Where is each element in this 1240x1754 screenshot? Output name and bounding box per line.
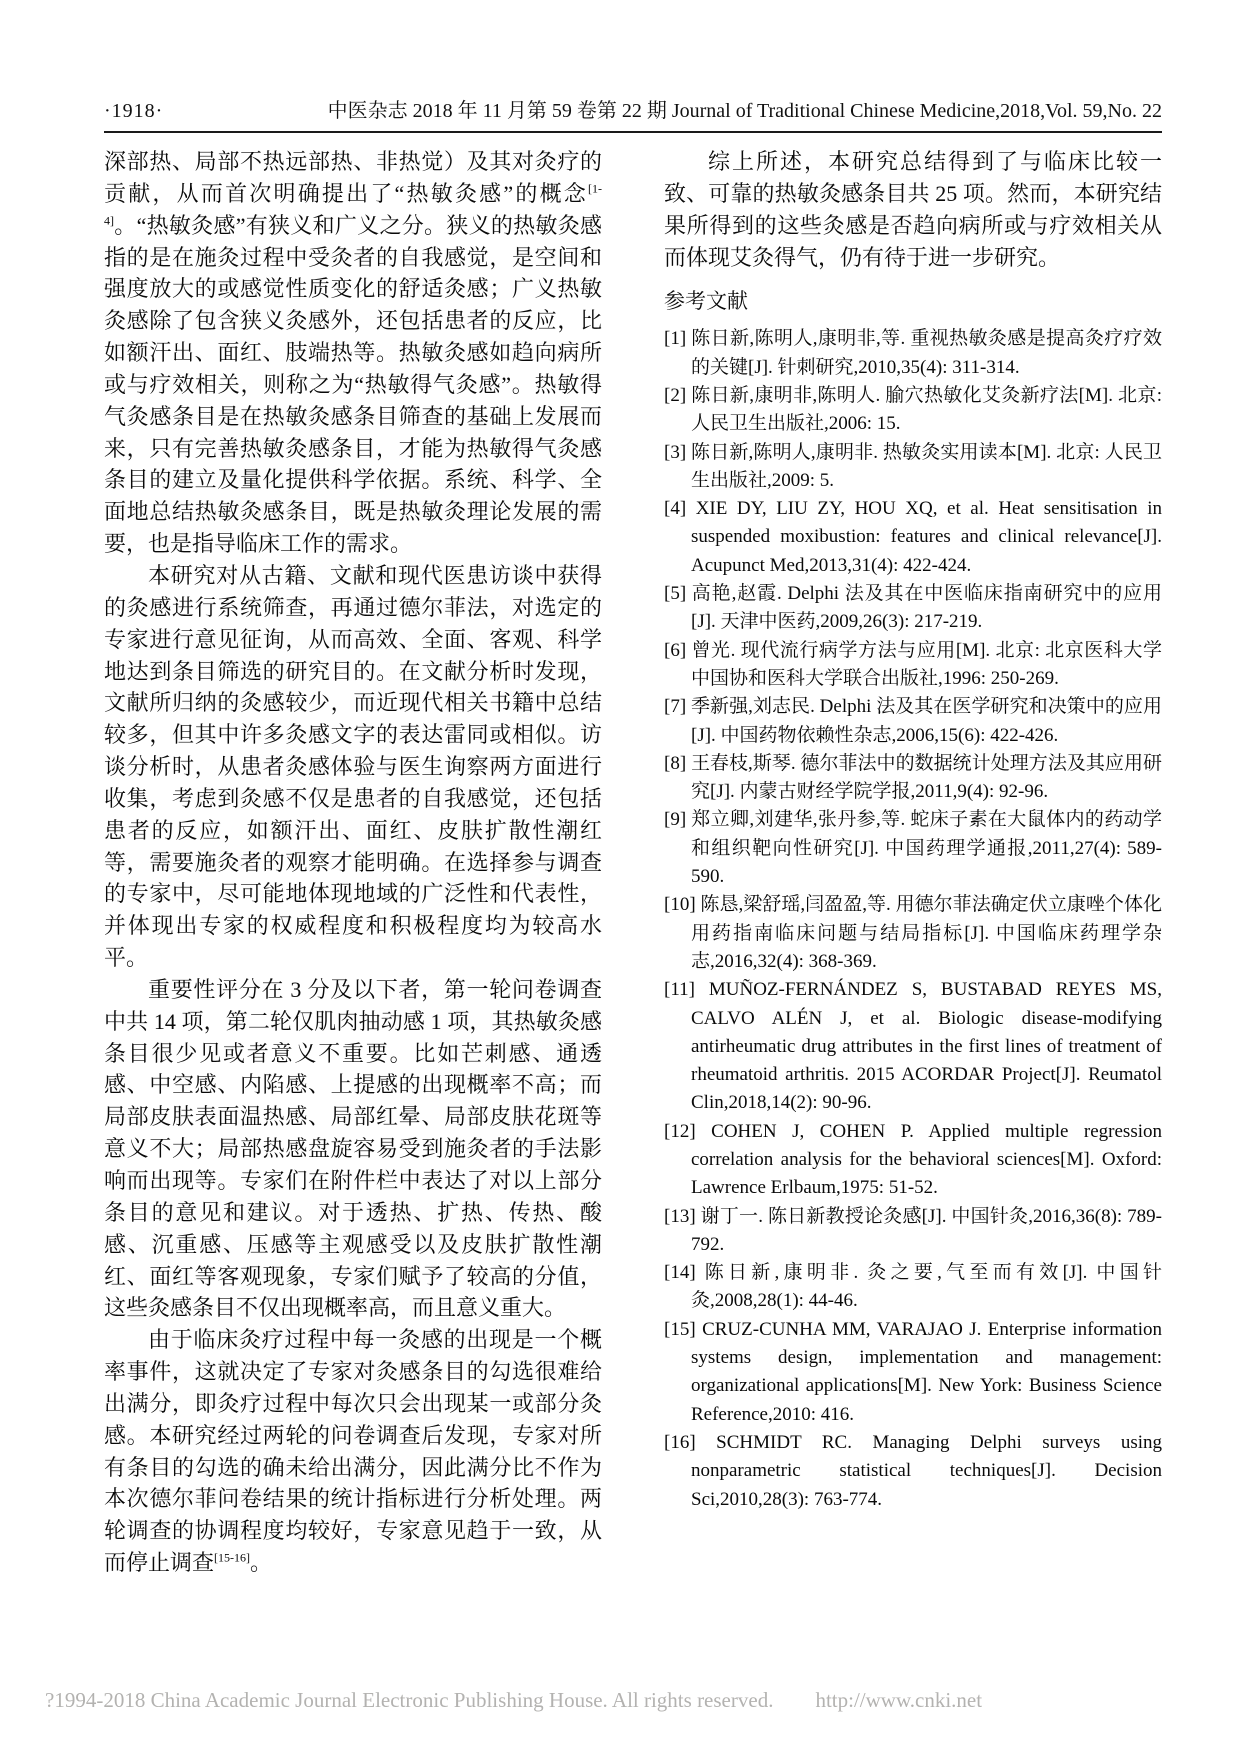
reference-item — [664, 382, 1162, 439]
reference-text: 陈日新,康明非,陈明人. 腧穴热敏化艾灸新疗法[M]. 北京: 人民卫生出版社,2006: 15. — [686, 384, 1162, 435]
body-paragraph: 深部热、局部不热远部热、非热觉）及其对灸疗的贡献，从而首次明确提出了“热敏灸感”的概念[1-4]。“热敏灸感”有狭义和广义之分。狭义的热敏灸感指的是在施灸过程中受灸者的自我感觉，是空间和强度放大的或感觉性质变化的舒适灸感；广义热敏灸感除了包含狭义灸感外，还包括患者的反应，比如额汗出、面红、肢端热等。热敏灸感如趋向病所或与疗效相关，则称之为“热敏得气灸感”。热敏得气灸感条目是在热敏灸感条目筛查的基础上发展而来，只有完善热敏灸感条目，才能为热敏得气灸感条目的建立及量化提供科学依据。系统、科学、全面地总结热敏灸感条目，既是热敏灸理论发展的需要，也是指导临床工作的需求。 — [104, 149, 602, 557]
reference-text: 高艳,赵霞. Delphi 法及其在中医临床指南研究中的应用[J]. 天津中医药,2009,26(3): 217-219. — [686, 583, 1162, 633]
reference-item — [664, 1118, 1162, 1203]
reference-number: [7] — [664, 696, 687, 718]
page-header — [104, 94, 1162, 123]
reference-number: [3] — [664, 441, 687, 463]
reference-number: [15] — [664, 1318, 696, 1340]
reference-item — [664, 1203, 1162, 1260]
reference-item — [664, 1259, 1162, 1316]
reference-number: [5] — [664, 583, 687, 605]
reference-number: [4] — [664, 498, 687, 520]
reference-text: 郑立卿,刘建华,张丹参,等. 蛇床子素在大鼠体内的药动学和组织靶向性研究[J]. 中国药理学通报,2011,27(4): 589-590. — [686, 809, 1162, 888]
reference-item — [664, 637, 1162, 694]
citation-superscript: [15-16] — [214, 1550, 251, 1565]
reference-number: [9] — [664, 809, 687, 831]
two-column-body — [104, 146, 1162, 1579]
reference-text: 陈日新,康明非. 灸之要,气至而有效[J]. 中国针灸,2008,28(1): 44-46. — [691, 1262, 1162, 1312]
reference-item — [664, 439, 1162, 496]
footer-url: http://www.cnki.net — [815, 1688, 983, 1712]
reference-number: [6] — [664, 639, 687, 661]
reference-item — [664, 325, 1162, 382]
reference-text: 陈恳,梁舒瑶,闫盈盈,等. 用德尔菲法确定伏立康唑个体化用药指南临床问题与结局指标[J]. 中国临床药理学杂志,2016,32(4): 368-369. — [691, 894, 1162, 972]
journal-title-line: 中医杂志 2018 年 11 月第 59 卷第 22 期 Journal of Traditional Chinese Medicine,2018,Vol. 59,No. 22 — [327, 100, 1162, 122]
reference-text: 曾光. 现代流行病学方法与应用[M]. 北京: 北京医科大学中国协和医科大学联合出版社,1996: 250-269. — [686, 639, 1162, 689]
reference-item — [664, 806, 1162, 891]
body-paragraph: 综上所述，本研究总结得到了与临床比较一致、可靠的热敏灸感条目共 25 项。然而，本研究结果所得到的这些灸感是否趋向病所或与疗效相关从而体现艾灸得气，仍有待于进一步研究。 — [664, 149, 1162, 270]
reference-item — [664, 750, 1162, 807]
reference-number: [12] — [664, 1120, 696, 1142]
reference-text: 王春枝,斯琴. 德尔菲法中的数据统计处理方法及其应用研究[J]. 内蒙古财经学院学报,2011,9(4): 92-96. — [686, 752, 1162, 803]
conclusion-section — [664, 146, 1162, 273]
reference-text: SCHMIDT RC. Managing Delphi surveys using nonparametric statistical techniques[J]. Decision Sci,2010,28(3): 763-774. — [691, 1431, 1162, 1510]
header-divider — [104, 131, 1162, 133]
reference-item — [664, 891, 1162, 976]
copyright-text: ?1994-2018 China Academic Journal Electronic Publishing House. All rights reserved. — [45, 1688, 774, 1712]
reference-number: [8] — [664, 752, 687, 774]
references-list — [664, 325, 1162, 1513]
reference-text: MUÑOZ-FERNÁNDEZ S, BUSTABAD REYES MS, CALVO ALÉN J, et al. Biologic disease-modifying antirheumatic drug attributes in the first lines of treatment of rheumatoid arthritis. 2015 ACORDAR Project[J]. Reumatol Clin,2018,14(2): 90-96. — [691, 979, 1162, 1114]
reference-text: COHEN J, COHEN P. Applied multiple regression correlation analysis for the behavioral sciences[M]. Oxford: Lawrence Erlbaum,1975: 51-52. — [691, 1120, 1162, 1199]
reference-text: 季新强,刘志民. Delphi 法及其在医学研究和决策中的应用[J]. 中国药物依赖性杂志,2006,15(6): 422-426. — [686, 696, 1162, 746]
body-paragraph: 重要性评分在 3 分及以下者，第一轮问卷调查中共 14 项，第二轮仅肌肉抽动感 1 项，其热敏灸感条目很少见或者意义不重要。比如芒刺感、通透感、中空感、内陷感、上提感的出现概率不高；而局部皮肤表面温热感、局部红晕、局部皮肤花斑等意义不大；局部热感盘旋容易受到施灸者的手法影响而出现等。专家们在附件栏中表达了对以上部分条目的意见和建议。对于透热、扩热、传热、酸感、沉重感、压感等主观感受以及皮肤扩散性潮红、面红等客观现象，专家们赋予了较高的分值，这些灸感条目不仅出现概率高，而且意义重大。 — [104, 976, 602, 1321]
body-paragraph: 由于临床灸疗过程中每一灸感的出现是一个概率事件，这就决定了专家对灸感条目的勾选很难给出满分，即灸疗过程中每次只会出现某一或部分灸感。本研究经过两轮的问卷调查后发现，专家对所有条目的勾选的确未给出满分，因此满分比不作为本次德尔菲问卷结果的统计指标进行分析处理。两轮调查的协调程度均较好，专家意见趋于一致，从而停止调查[15-16]。 — [104, 1327, 602, 1576]
reference-item — [664, 976, 1162, 1117]
citation-superscript: [1-4] — [104, 181, 602, 228]
reference-number: [13] — [664, 1205, 696, 1227]
reference-text: 谢丁一. 陈日新教授论灸感[J]. 中国针灸,2016,36(8): 789-792. — [691, 1205, 1162, 1255]
left-column — [104, 146, 602, 1579]
reference-number: [2] — [664, 384, 687, 406]
reference-text: 陈日新,陈明人,康明非. 热敏灸实用读本[M]. 北京: 人民卫生出版社,2009: 5. — [686, 441, 1162, 491]
reference-number: [1] — [664, 328, 687, 350]
reference-text: CRUZ-CUNHA MM, VARAJAO J. Enterprise information systems design, implementation and management: organizational applications[M]. New York: Business Science Reference,2010: 416. — [691, 1318, 1162, 1425]
reference-item — [664, 495, 1162, 580]
references-heading: 参考文献 — [664, 289, 748, 314]
reference-item — [664, 580, 1162, 637]
reference-number: [11] — [664, 979, 695, 1001]
reference-item — [664, 1316, 1162, 1429]
page-number: ·1918· — [104, 100, 164, 122]
reference-number: [10] — [664, 894, 696, 916]
reference-item — [664, 693, 1162, 750]
reference-number: [14] — [664, 1262, 696, 1284]
body-paragraph: 本研究对从古籍、文献和现代医患访谈中获得的灸感进行系统筛查，再通过德尔菲法，对选定的专家进行意见征询，从而高效、全面、客观、科学地达到条目筛选的研究目的。在文献分析时发现，文献所归纳的灸感较少，而近现代相关书籍中总结较多，但其中许多灸感文字的表达雷同或相似。访谈分析时，从患者灸感体验与医生询察两方面进行收集，考虑到灸感不仅是患者的自我感觉，还包括患者的反应，如额汗出、面红、皮肤扩散性潮红等，需要施灸者的观察才能明确。在选择参与调查的专家中，尽可能地体现地域的广泛性和代表性，并体现出专家的权威程度和积极程度均为较高水平。 — [104, 562, 602, 971]
reference-item — [664, 1429, 1162, 1514]
reference-number: [16] — [664, 1431, 696, 1453]
reference-text: 陈日新,陈明人,康明非,等. 重视热敏灸感是提高灸疗疗效的关键[J]. 针刺研究,2010,35(4): 311-314. — [686, 328, 1162, 378]
page-footer — [45, 1688, 1195, 1713]
right-column — [664, 146, 1162, 1579]
reference-text: XIE DY, LIU ZY, HOU XQ, et al. Heat sensitisation in suspended moxibustion: features and clinical relevance[J]. Acupunct Med,2013,31(4): 422-424. — [686, 498, 1162, 576]
